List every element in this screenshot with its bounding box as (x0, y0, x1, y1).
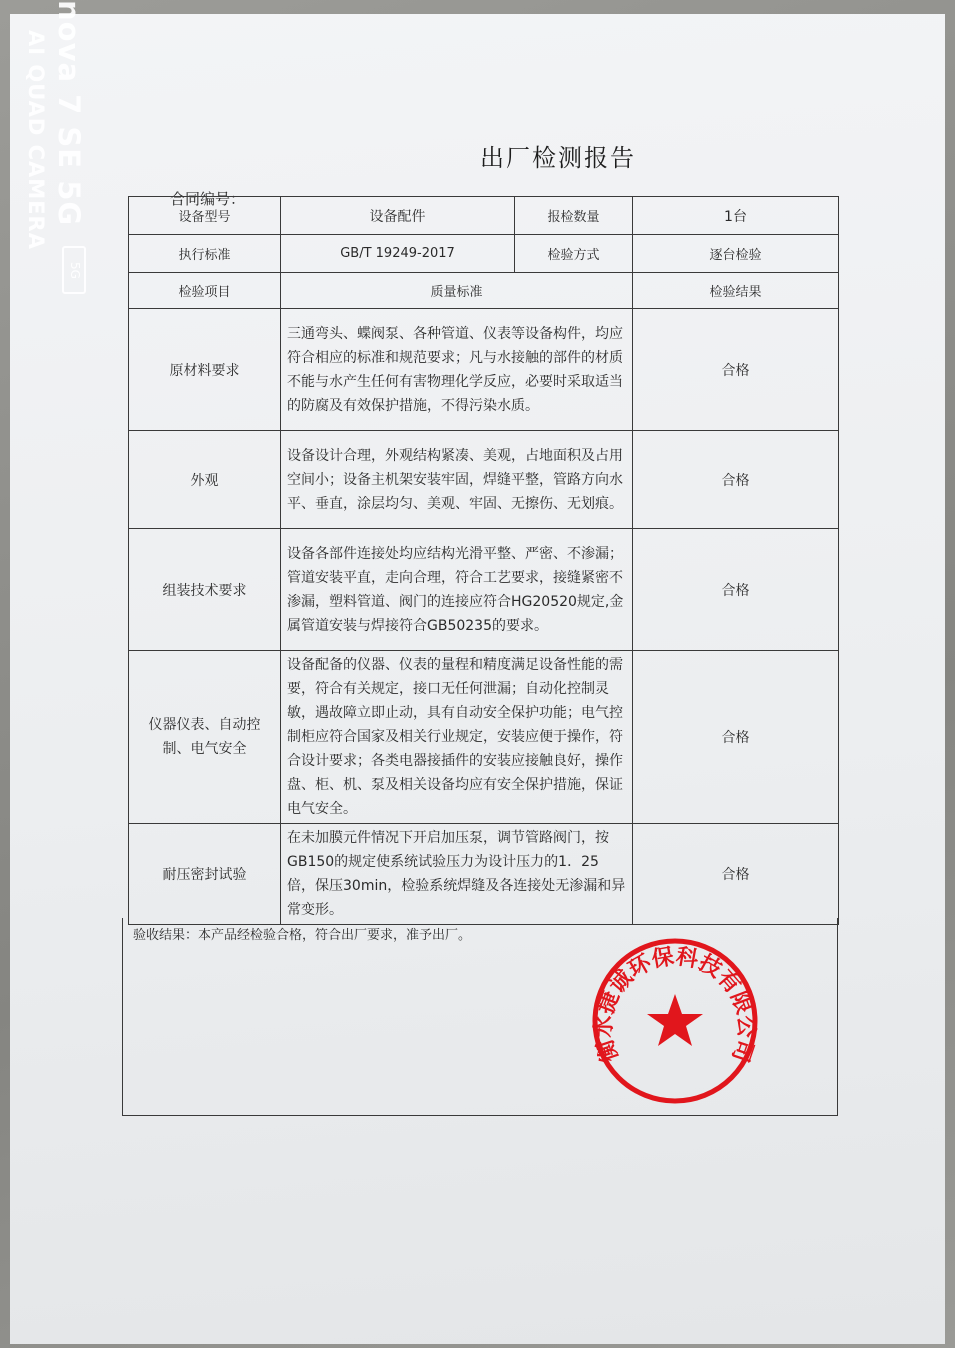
standard-value: GB/T 19249-2017 (281, 235, 515, 273)
item-standard: 设备设计合理，外观结构紧凑、美观，占地面积及占用空间小；设备主机架安装牢固，焊缝平整，管路方向水平、垂直，涂层均匀、美观、牢固、无擦伤、无划痕。 (281, 431, 633, 529)
watermark-device-name: nova 7 SE 5G (52, 0, 86, 227)
item-result: 合格 (633, 529, 839, 651)
item-result: 合格 (633, 824, 839, 925)
item-standard: 设备各部件连接处均应结构光滑平整、严密、不渗漏；管道安装平直，走向合理，符合工艺要求，接缝紧密不渗漏，塑料管道、阀门的连接应符合HG20520规定,金属管道安装与焊接符合GB50235的要求。 (281, 529, 633, 651)
item-standard: 设备配备的仪器、仪表的量程和精度满足设备性能的需要，符合有关规定，接口无任何泄漏；自动化控制灵敏，遇故障立即止动，具有自动安全保护功能；电气控制柜应符合国家及相关行业规定，安装应便于操作，符合设计要求；各类电器接插件的安装应接触良好，操作盘、柜、机、泵及相关设备均应有安全保护措施，保证电气安全。 (281, 651, 633, 824)
table-row (129, 197, 839, 235)
table-row (129, 824, 839, 925)
item-standard: 在未加膜元件情况下开启加压泵，调节管路阀门，按GB150的规定使系统试验压力为设计压力的1．25倍，保压30min，检验系统焊缝及各连接处无渗漏和异常变形。 (281, 824, 633, 925)
item-result: 合格 (633, 309, 839, 431)
camera-watermark (8, 0, 88, 300)
column-header-result: 检验结果 (633, 273, 839, 309)
contract-number-label: 合同编号： (170, 190, 246, 208)
seal-star-icon (647, 994, 703, 1046)
column-header-standard: 质量标准 (281, 273, 633, 309)
table-row (129, 651, 839, 824)
column-header-row (129, 273, 839, 309)
method-label: 检验方式 (515, 235, 633, 273)
inspection-table (128, 196, 839, 925)
item-name: 原材料要求 (129, 309, 281, 431)
method-value: 逐台检验 (633, 235, 839, 273)
item-standard: 三通弯头、蝶阀泵、各种管道、仪表等设备构件，均应符合相应的标准和规范要求；凡与水接触的部件的材质不能与水产生任何有害物理化学反应，必要时采取适当的防腐及有效保护措施，不得污染水质。 (281, 309, 633, 431)
item-name: 外观 (129, 431, 281, 529)
quantity-label: 报检数量 (515, 197, 633, 235)
model-value: 设备配件 (281, 197, 515, 235)
item-result: 合格 (633, 431, 839, 529)
quantity-value: 1台 (633, 197, 839, 235)
column-header-item: 检验项目 (129, 273, 281, 309)
watermark-5g-badge: 5G (62, 246, 86, 294)
seal-company-name: 衡水捷诚环保科技有限公司 (591, 944, 759, 1065)
table-row (129, 235, 839, 273)
item-name: 耐压密封试验 (129, 824, 281, 925)
company-seal (590, 936, 760, 1106)
watermark-camera-text: AI QUAD CAMERA (24, 30, 48, 250)
item-name: 仪器仪表、自动控制、电气安全 (129, 651, 281, 824)
item-result: 合格 (633, 651, 839, 824)
acceptance-text: 验收结果：本产品经检验合格，符合出厂要求，准予出厂。 (133, 928, 472, 943)
table-row (129, 431, 839, 529)
report-title: 出厂检测报告 (480, 144, 636, 172)
model-label: 设备型号 (129, 197, 281, 235)
item-name: 组装技术要求 (129, 529, 281, 651)
standard-label: 执行标准 (129, 235, 281, 273)
table-row (129, 309, 839, 431)
table-row (129, 529, 839, 651)
